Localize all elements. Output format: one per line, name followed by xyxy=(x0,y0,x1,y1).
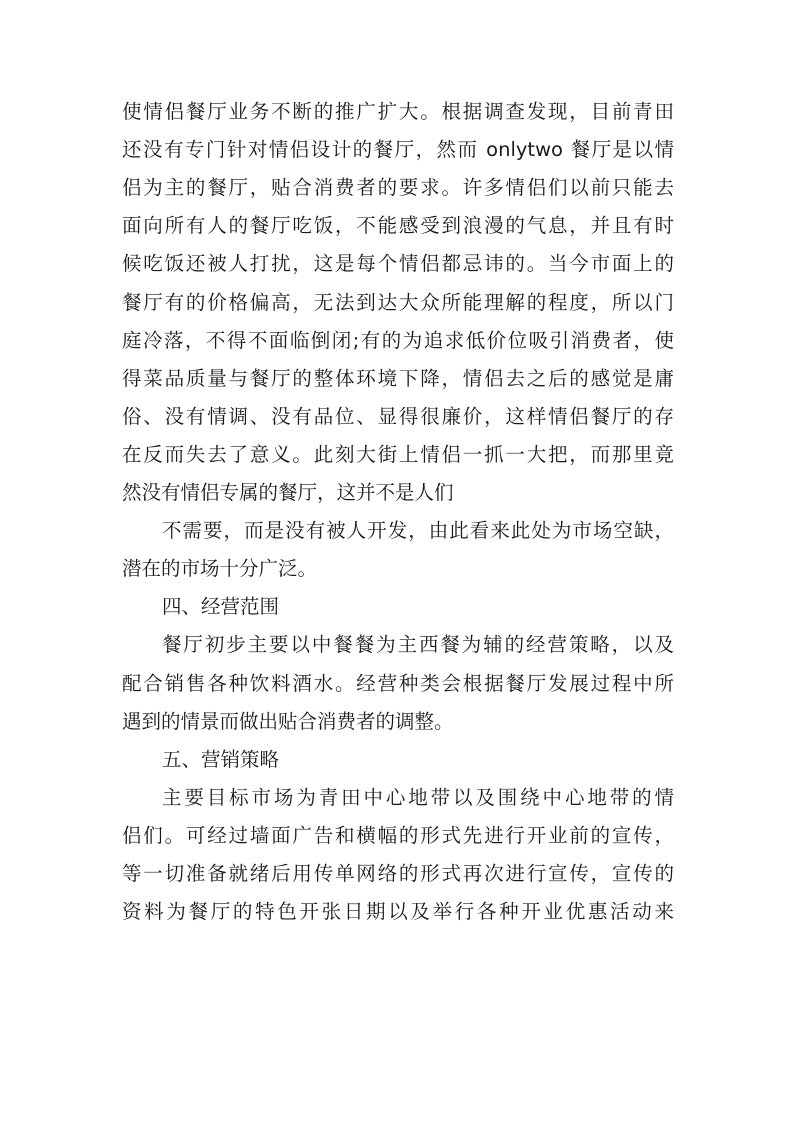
text-line: 使情侣餐厅业务不断的推广扩大。根据调查发现，目前青田 xyxy=(122,100,674,123)
text-line: 候吃饭还被人打扰，这是每个情侣都忌讳的。当今市面上的 xyxy=(122,252,674,275)
text-line: 不需要，而是没有被人开发，由此看来此处为市场空缺， xyxy=(162,519,674,542)
text-line: 面向所有人的餐厅吃饭，不能感受到浪漫的气息，并且有时 xyxy=(122,214,674,237)
text-line: 主要目标市场为青田中心地带以及围绕中心地带的情 xyxy=(162,786,674,809)
text-line: 在反而失去了意义。此刻大街上情侣一抓一大把，而那里竟 xyxy=(122,443,674,466)
text-line: 得菜品质量与餐厅的整体环境下降，情侣去之后的感觉是庸 xyxy=(122,367,674,390)
text-line: 等一切准备就绪后用传单网络的形式再次进行宣传，宣传的 xyxy=(122,862,674,885)
text-line: 餐厅初步主要以中餐餐为主西餐为辅的经营策略，以及 xyxy=(162,633,674,656)
text-line: 然没有情侣专属的餐厅，这并不是人们 xyxy=(122,481,454,504)
text-line: 五、营销策略 xyxy=(162,748,280,771)
text-line: 还没有专门针对情侣设计的餐厅，然而 onlytwo 餐厅是以情 xyxy=(122,138,674,161)
text-line: 资料为餐厅的特色开张日期以及举行各种开业优惠活动来 xyxy=(122,900,674,923)
text-line: 遇到的情景而做出贴合消费者的调整。 xyxy=(122,710,454,733)
text-line: 侣们。可经过墙面广告和横幅的形式先进行开业前的宣传， xyxy=(122,824,674,847)
text-line: 俗、没有情调、没有品位、显得很廉价，这样情侣餐厅的存 xyxy=(122,405,674,428)
text-line: 侣为主的餐厅，贴合消费者的要求。许多情侣们以前只能去 xyxy=(122,176,674,199)
text-line: 四、经营范围 xyxy=(162,595,280,618)
text-line: 庭冷落，不得不面临倒闭;有的为追求低价位吸引消费者，使 xyxy=(122,329,674,352)
text-line: 餐厅有的价格偏高，无法到达大众所能理解的程度，所以门 xyxy=(122,291,674,314)
text-line: 潜在的市场十分广泛。 xyxy=(122,557,318,580)
text-line: 配合销售各种饮料酒水。经营种类会根据餐厅发展过程中所 xyxy=(122,672,674,695)
